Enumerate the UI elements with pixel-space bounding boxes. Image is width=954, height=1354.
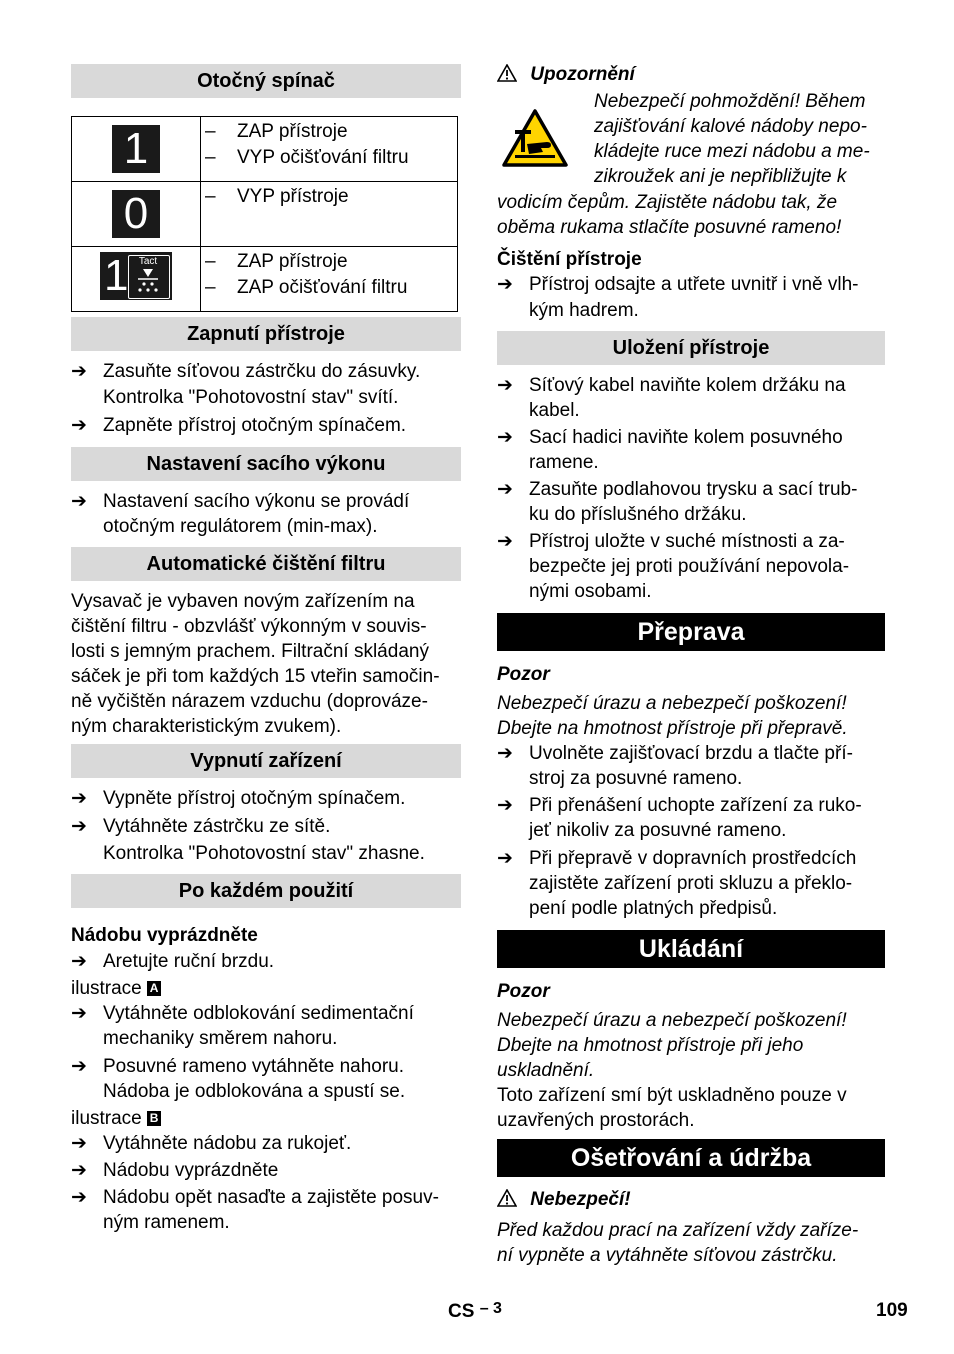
arrow-right-icon: ➔ xyxy=(71,415,87,436)
heading-storing-device: Uložení přístroje xyxy=(497,331,885,365)
switch-symbol-cell xyxy=(72,117,201,182)
switch-symbol-cell xyxy=(72,247,201,312)
caution-label: Pozor xyxy=(497,981,550,1002)
warning-triangle-icon xyxy=(497,1189,517,1207)
arrow-right-icon: ➔ xyxy=(71,1003,87,1024)
switch-position-1-icon: 1 xyxy=(112,125,160,173)
arrow-right-icon: ➔ xyxy=(497,743,513,764)
arrow-right-icon: ➔ xyxy=(71,1056,87,1077)
switch-position-0-icon: 0 xyxy=(112,190,160,238)
arrow-right-icon: ➔ xyxy=(497,479,513,500)
switch-description-cell: – ZAP přístroje – VYP očišťování filtru xyxy=(201,117,458,182)
heading-switch-on: Zapnutí přístroje xyxy=(71,317,461,351)
switch-position-tact-icon: 1 Tact xyxy=(100,252,172,300)
warning-triangle-icon xyxy=(497,64,517,82)
heading-rotary-switch: Otočný spínač xyxy=(71,64,461,98)
arrow-right-icon: ➔ xyxy=(71,1133,87,1154)
figure-b-icon: B xyxy=(147,1111,161,1126)
switch-item: ZAP očišťování filtru xyxy=(237,277,408,298)
footer-local-page: – 3 xyxy=(479,1300,502,1317)
heading-transport: Přeprava xyxy=(497,613,885,651)
filter-pulse-icon xyxy=(132,267,164,295)
arrow-right-icon: ➔ xyxy=(497,531,513,552)
page-number: 109 xyxy=(876,1300,908,1321)
switch-description-cell: – VYP přístroje xyxy=(201,182,458,247)
switch-item: VYP očišťování filtru xyxy=(237,147,409,168)
arrow-right-icon: ➔ xyxy=(71,951,87,972)
subheading-cleaning: Čištění přístroje xyxy=(497,249,642,270)
illustration-ref-a: ilustrace A xyxy=(71,976,161,1001)
arrow-right-icon: ➔ xyxy=(71,491,87,512)
arrow-right-icon: ➔ xyxy=(497,848,513,869)
heading-switch-off: Vypnutí zařízení xyxy=(71,744,461,778)
danger-header: Nebezpečí! xyxy=(497,1187,631,1212)
heading-after-each-use: Po každém použití xyxy=(71,874,461,908)
heading-auto-filter-cleaning: Automatické čištění filtru xyxy=(71,547,461,581)
arrow-right-icon: ➔ xyxy=(71,816,87,837)
subheading-empty-container: Nádobu vyprázdněte xyxy=(71,925,258,946)
arrow-right-icon: ➔ xyxy=(497,795,513,816)
arrow-right-icon: ➔ xyxy=(497,427,513,448)
figure-a-icon: A xyxy=(147,981,161,996)
switch-table xyxy=(71,116,458,312)
crush-hazard-icon xyxy=(501,108,569,168)
arrow-right-icon: ➔ xyxy=(71,1187,87,1208)
footer-language: CS $^{- 3}$ xyxy=(448,1300,502,1322)
switch-item: ZAP přístroje xyxy=(237,251,348,272)
switch-description-cell: – ZAP přístroje – ZAP očišťování filtru xyxy=(201,247,458,312)
heading-care-maintenance: Ošetřování a údržba xyxy=(497,1139,885,1177)
warning-header: Upozornění xyxy=(497,62,635,87)
switch-symbol-cell xyxy=(72,182,201,247)
switch-item: ZAP přístroje xyxy=(237,121,348,142)
caution-label: Pozor xyxy=(497,664,550,685)
heading-storage: Ukládání xyxy=(497,930,885,968)
arrow-right-icon: ➔ xyxy=(71,361,87,382)
arrow-right-icon: ➔ xyxy=(71,1160,87,1181)
illustration-ref-b: ilustrace B xyxy=(71,1106,161,1131)
arrow-right-icon: ➔ xyxy=(71,788,87,809)
heading-suction-setting: Nastavení sacího výkonu xyxy=(71,447,461,481)
arrow-right-icon: ➔ xyxy=(497,274,513,295)
arrow-right-icon: ➔ xyxy=(497,375,513,396)
switch-item: VYP přístroje xyxy=(237,186,349,207)
